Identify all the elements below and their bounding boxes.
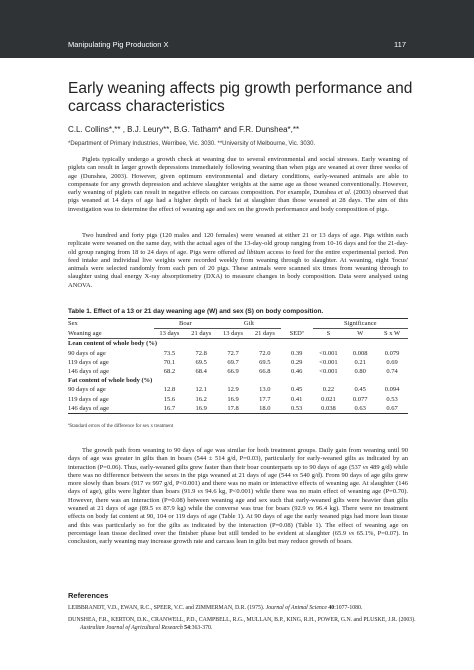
header-sed: SEDª	[281, 329, 313, 339]
author-list: C.L. Collins*,** , B.J. Leury**, B.G. Tatham* and F.R. Dunshea*,**	[68, 125, 300, 134]
header-boar-21: 21 days	[185, 329, 217, 339]
header-boar: Boar	[154, 319, 218, 329]
table-caption: Table 1. Effect of a 13 or 21 day weaning age (W) and sex (S) on body composition.	[68, 308, 324, 315]
table-row: 146 days of age 16.7 16.9 17.8 18.0 0.53 0.038 0.63 0.67	[68, 404, 408, 414]
table-row: 146 days of age 68.2 68.4 66.9 66.8 0.46 <0.001 0.80 0.74	[68, 368, 398, 376]
table-section-lean: Lean content of whole body (%)	[68, 340, 158, 348]
results-paragraph: The growth path from weaning to 90 days of age was similar for both treatment groups. Daily gain from weaning until 90 days of age was greater in gilts than in boars (544 ± 514 g/d, P=0.03), particularly for early-weaned gilts as indicated by an interaction (P=0.06). Thus, early-weaned gilts grew faster than their boar counterparts up to 90 days of age (537 vs 489 g/d) while there was no difference between the sexes in the pigs weaned at 21 days of age (544 vs 540 g/d). From 90 days of age gilts grew more slowly than boars (917 vs 997 g/d, P<0.001) and there was no main or interactive effects of weaning age. At slaughter (146 days of age), gilts were lighter than boars (91.9 vs 94.6 kg, P<0.001) while there was no main effect of weaning age (P=0.70). However, there was an interaction (P=0.08) between weaning age and sex such that early-weaned gilts were heavier than gilts weaned at 21 days of age (89.5 vs 87.9 kg) while the converse was true for boars (92.9 vs 96.4 kg). There were no treatment effects on body fat content at 90, 104 or 119 days of age (Table 1). At 90 days of age the early weaned pigs had more lean tissue and this was particularly so for the gilts as indicated by the interaction (P=0.08) (Table 1). The effect of weaning age on percentage lean tissue declined over the finisher phase but still tended to be evident at slaughter (65.9 vs 65.1%, P=0.07). In conclusion, early weaning may increase growth rate and carcass lean in gilts but may reduce growth of boars.	[68, 447, 408, 546]
header-gilt-13: 13 days	[217, 329, 249, 339]
header-sxw: S x W	[376, 329, 408, 339]
table-row: 119 days of age 15.6 16.2 16.9 17.7 0.41 0.021 0.077 0.53	[68, 395, 398, 403]
table-header-row	[68, 319, 408, 329]
header-gilt: Gilt	[217, 319, 281, 329]
intro-paragraph: Piglets typically undergo a growth check at weaning due to several environmental and social stresses. Early weaning of piglets can result in larger growth depressions immediately following weaning than when pigs are weaned at over three weeks of age (Dunshea, 2003). However, given optimum environmental and dietary conditions, early-weaned animals are able to compensate for any growth depression and achieve slaughter weights at the same age as those weaned conventionally. However, early weaning of piglets can result in negative effects on carcass composition. For example, Dunshea et al. (2003) observed that pigs weaned at 14 days of age had a higher depth of back fat at slaughter than those weaned at 28 days. The aim of this investigation was to determine the effect of weaning age and sex on the growth performance and body composition of pigs.	[68, 156, 408, 213]
table-subheader-row	[68, 329, 408, 339]
header-weaning-age: Weaning age	[68, 329, 154, 339]
methods-paragraph: Two hundred and forty pigs (120 males and 120 females) were weaned at either 21 or 13 days of age. Pigs within each replicate were weaned on the same day, with the actual ages of the 13-day-old group ranging from 10-16 days and for the 21-day-old group ranging from 18 to 24 days of age. Pigs were offered ad libitum access to feed for the entire experimental period. Pen feed intake and individual live weights were recorded weekly from weaning through to slaughter. At weaning, eight 'focus' animals were selected randomly from each pen of 20 pigs. These animals were scanned six times from weaning through to slaughter using dual energy X-ray absorptiometry (DXA) to measure changes in body composition. Data were analysed using ANOVA.	[68, 232, 408, 289]
page-header	[0, 0, 474, 58]
running-title: Manipulating Pig Production X	[68, 40, 169, 49]
affiliations: *Department of Primary Industries, Werribee, Vic. 3030. **University of Melbourne, Vic. 3030.	[68, 141, 316, 147]
body-composition-table	[68, 318, 408, 414]
table-section-fat: Fat content of whole body (%)	[68, 377, 153, 385]
header-significance: Significance	[313, 319, 408, 329]
article-title: Early weaning affects pig growth performance and carcass characteristics	[68, 80, 413, 115]
header-sex: Sex	[68, 319, 154, 329]
header-s: S	[313, 329, 345, 339]
reference-item: LEIBBRANDT, V.D., EWAN, R.C., SPEER, V.C. and ZIMMERMAN, D.R. (1975). Journal of Animal Science 40:1077-1080.	[68, 605, 363, 611]
reference-item: DUNSHEA, F.R., KERTON, D.K., CRANWELL, P.D., CAMPBELL, R.G., MULLAN, B.P., KING, R.H., POWER, G.N. and PLUSKE, J.R. (2003). Australian Journal of Agricultural Research 54:363-370.	[68, 617, 416, 631]
table-row: 90 days of age 12.8 12.1 12.9 13.0 0.45 0.22 0.45 0.094	[68, 386, 400, 394]
header-w: W	[344, 329, 376, 339]
table-footnote: ªStandard errors of the difference for sex x treatment	[68, 424, 174, 429]
page-number: 117	[394, 40, 406, 49]
header-boar-13: 13 days	[154, 329, 186, 339]
references-heading: References	[68, 591, 109, 600]
table-row: 90 days of age 73.5 72.8 72.7 72.0 0.39 <0.001 0.008 0.079	[68, 349, 400, 357]
header-gilt-21: 21 days	[249, 329, 281, 339]
table-row: 119 days of age 70.1 69.5 69.7 69.5 0.29 <0.001 0.21 0.69	[68, 358, 398, 366]
